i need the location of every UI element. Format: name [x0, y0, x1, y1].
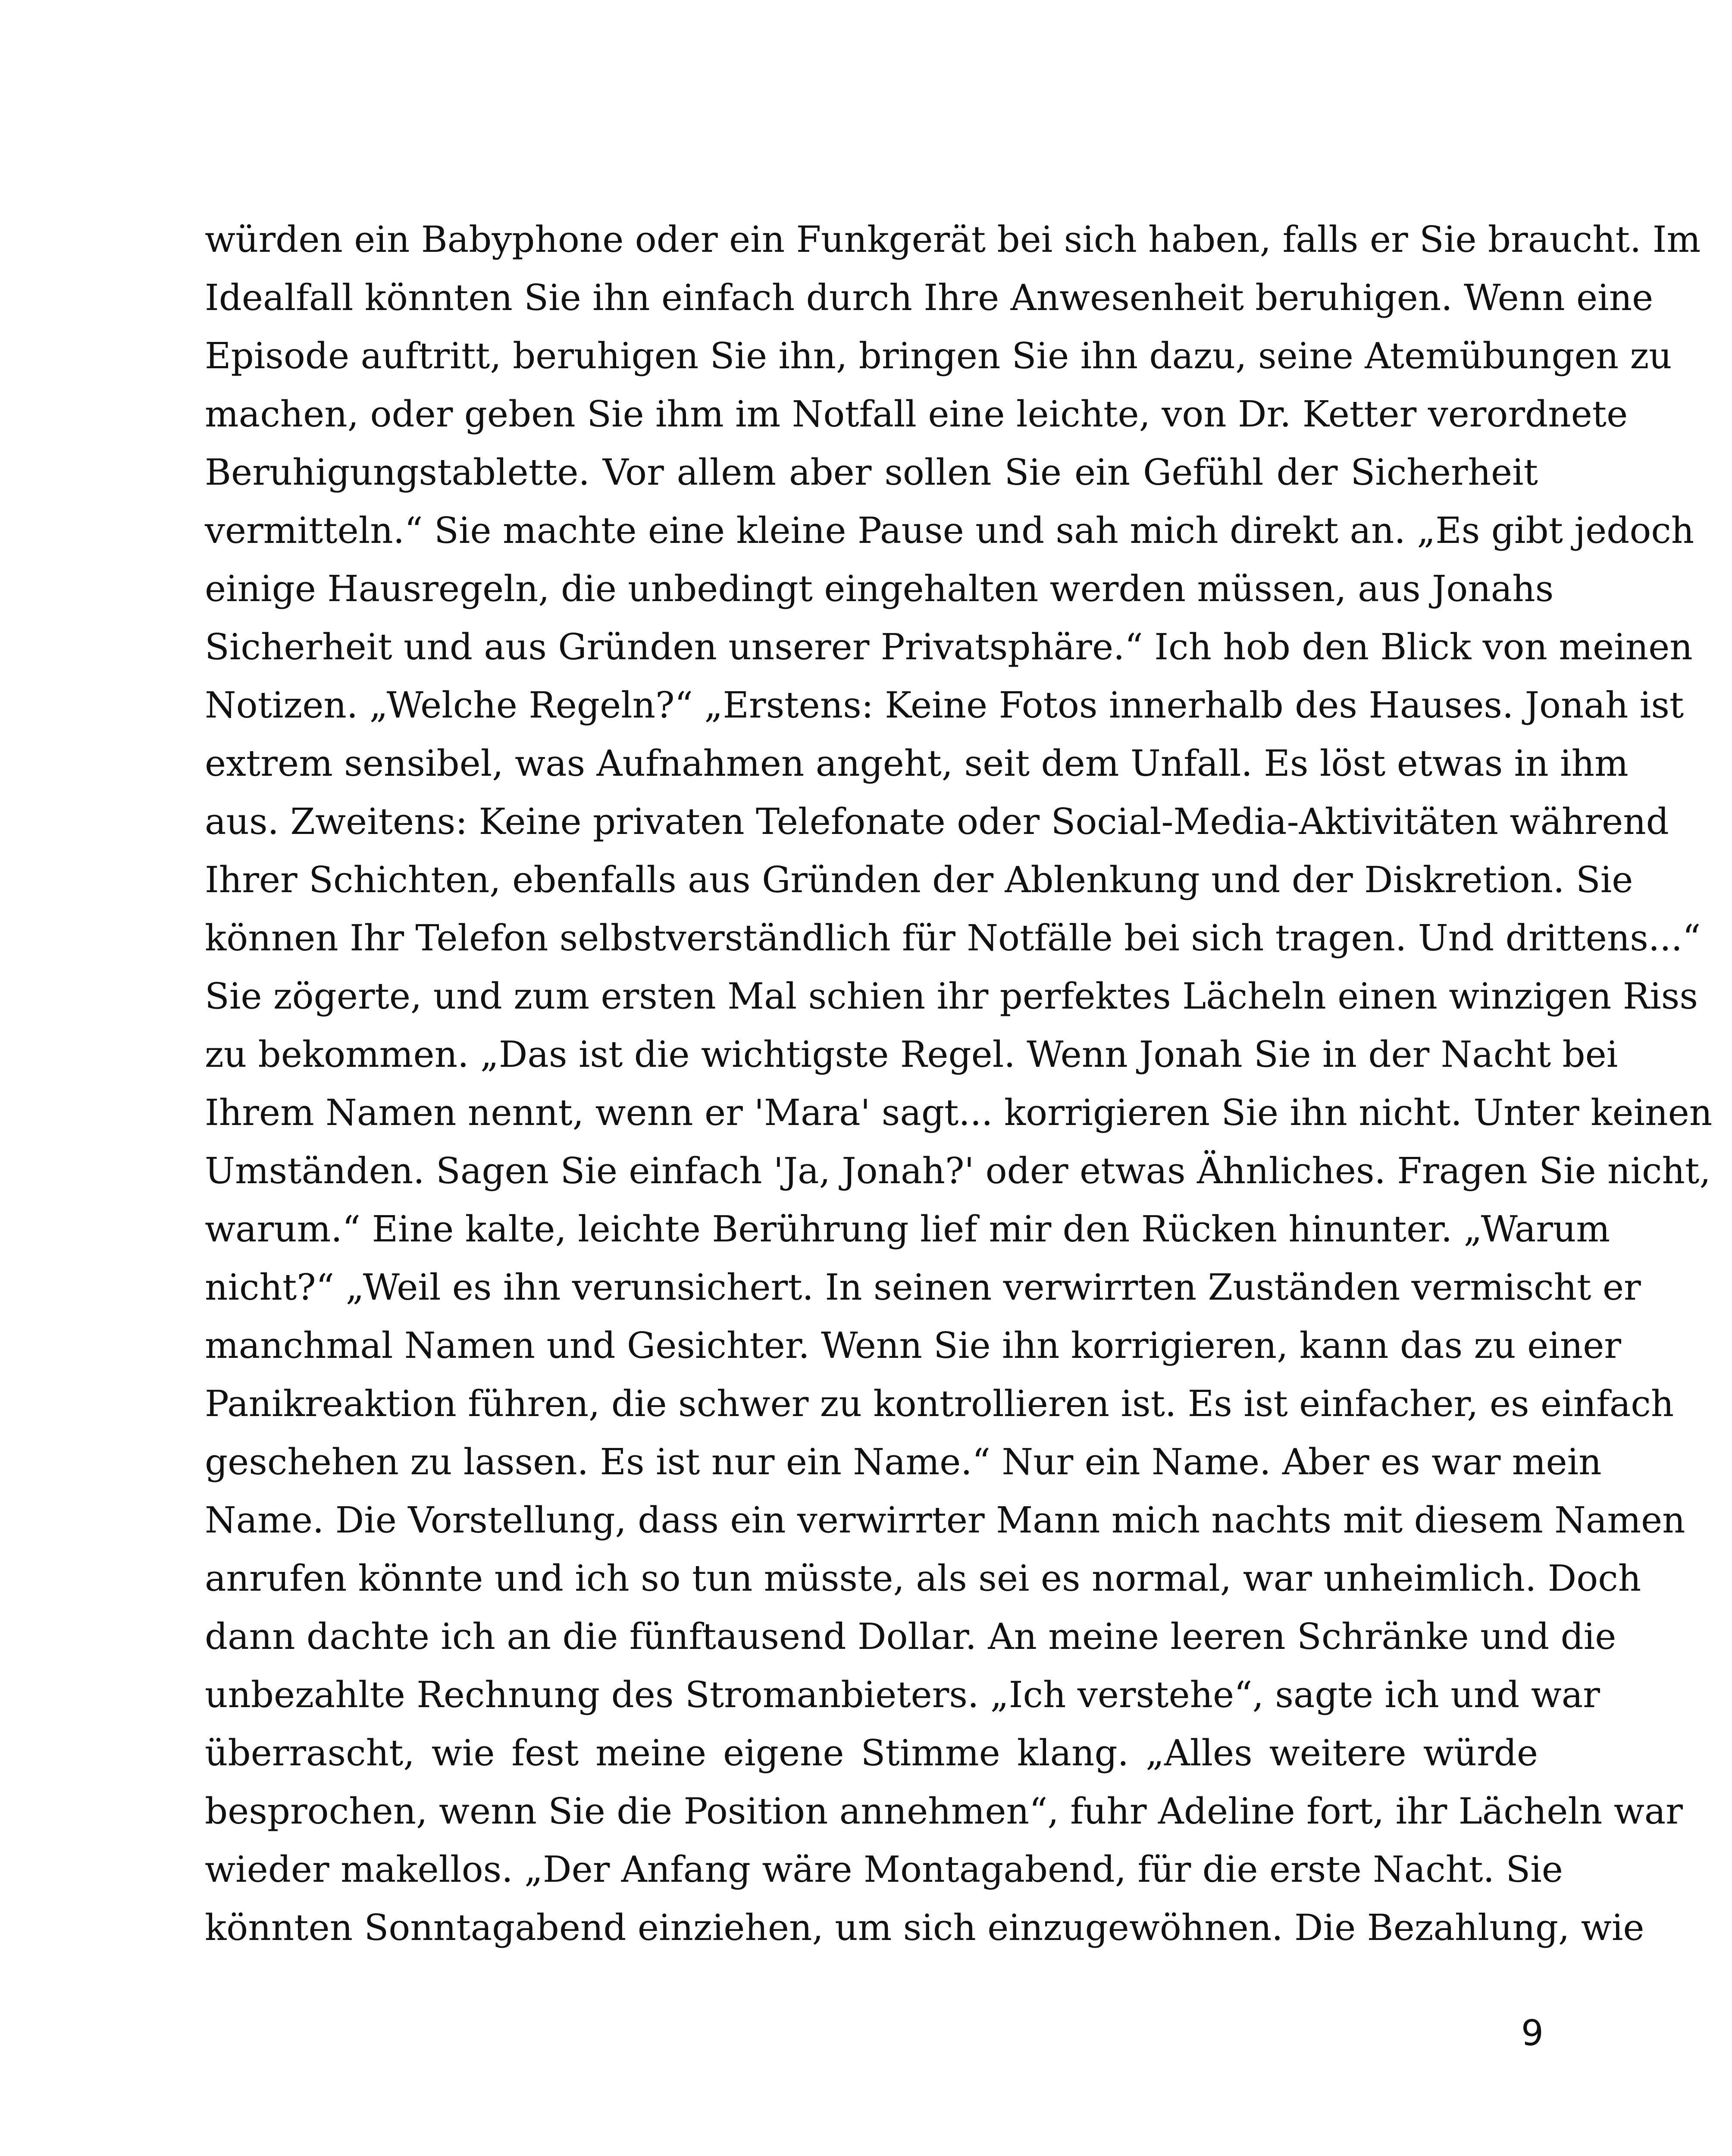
text-line: vermitteln.“ Sie machte eine kleine Pause und sah mich direkt an. „Es gibt jedoch — [205, 510, 1694, 552]
text-line: manchmal Namen und Gesichter. Wenn Sie ihn korrigieren, kann das zu einer — [205, 1325, 1622, 1366]
text-line: geschehen zu lassen. Es ist nur ein Name.“ Nur ein Name. Aber es war mein — [205, 1441, 1602, 1483]
text-line: Umständen. Sagen Sie einfach 'Ja, Jonah?' oder etwas Ähnliches. Fragen Sie nicht, — [205, 1150, 1711, 1192]
text-line: wieder makellos. „Der Anfang wäre Montagabend, für die erste Nacht. Sie — [205, 1849, 1563, 1890]
text-line: unbezahlte Rechnung des Stromanbieters. „Ich verstehe“, sagte ich und war — [205, 1674, 1600, 1716]
text-line: würden ein Babyphone oder ein Funkgerät bei sich haben, falls er Sie braucht. Im — [205, 219, 1701, 260]
text-line: überrascht, wie fest meine eigene Stimme klang. „Alles weitere würde — [205, 1732, 1538, 1774]
text-line: Ihrem Namen nennt, wenn er 'Mara' sagt... korrigieren Sie ihn nicht. Unter keinen — [205, 1092, 1713, 1134]
text-line: Sicherheit und aus Gründen unserer Privatsphäre.“ Ich hob den Blick von meinen — [205, 626, 1693, 668]
text-line: Panikreaktion führen, die schwer zu kontrollieren ist. Es ist einfacher, es einfach — [205, 1383, 1674, 1425]
text-line: Name. Die Vorstellung, dass ein verwirrter Mann mich nachts mit diesem Namen — [205, 1499, 1685, 1541]
text-line: nicht?“ „Weil es ihn verunsichert. In seinen verwirrten Zuständen vermischt er — [205, 1266, 1641, 1308]
text-line: warum.“ Eine kalte, leichte Berührung lief mir den Rücken hinunter. „Warum — [205, 1208, 1610, 1250]
text-line: einige Hausregeln, die unbedingt eingehalten werden müssen, aus Jonahs — [205, 568, 1554, 610]
page-number: 9 — [1521, 2013, 1544, 2054]
text-line: können Ihr Telefon selbstverständlich für Notfälle bei sich tragen. Und drittens...“ — [205, 917, 1701, 959]
text-line: anrufen könnte und ich so tun müsste, als sei es normal, war unheimlich. Doch — [205, 1557, 1641, 1599]
text-line: Idealfall könnten Sie ihn einfach durch Ihre Anwesenheit beruhigen. Wenn eine — [205, 277, 1654, 319]
text-line: dann dachte ich an die fünftausend Dollar. An meine leeren Schränke und die — [205, 1616, 1616, 1658]
text-line: Beruhigungstablette. Vor allem aber sollen Sie ein Gefühl der Sicherheit — [205, 451, 1538, 493]
text-line: besprochen, wenn Sie die Position annehmen“, fuhr Adeline fort, ihr Lächeln war — [205, 1790, 1683, 1832]
text-line: extrem sensibel, was Aufnahmen angeht, seit dem Unfall. Es löst etwas in ihm — [205, 743, 1629, 784]
text-line: zu bekommen. „Das ist die wichtigste Regel. Wenn Jonah Sie in der Nacht bei — [205, 1034, 1618, 1075]
text-line: aus. Zweitens: Keine privaten Telefonate oder Social-Media-Aktivitäten während — [205, 801, 1669, 843]
body-text — [205, 210, 1713, 1957]
text-line: Notizen. „Welche Regeln?“ „Erstens: Keine Fotos innerhalb des Hauses. Jonah ist — [205, 684, 1684, 726]
text-line: Sie zögerte, und zum ersten Mal schien ihr perfektes Lächeln einen winzigen Riss — [205, 975, 1698, 1017]
text-line: machen, oder geben Sie ihm im Notfall eine leichte, von Dr. Ketter verordnete — [205, 393, 1628, 435]
text-line: Episode auftritt, beruhigen Sie ihn, bringen Sie ihn dazu, seine Atemübungen zu — [205, 335, 1672, 377]
text-line: könnten Sonntagabend einziehen, um sich einzugewöhnen. Die Bezahlung, wie — [205, 1907, 1644, 1949]
text-line: Ihrer Schichten, ebenfalls aus Gründen der Ablenkung und der Diskretion. Sie — [205, 859, 1633, 901]
